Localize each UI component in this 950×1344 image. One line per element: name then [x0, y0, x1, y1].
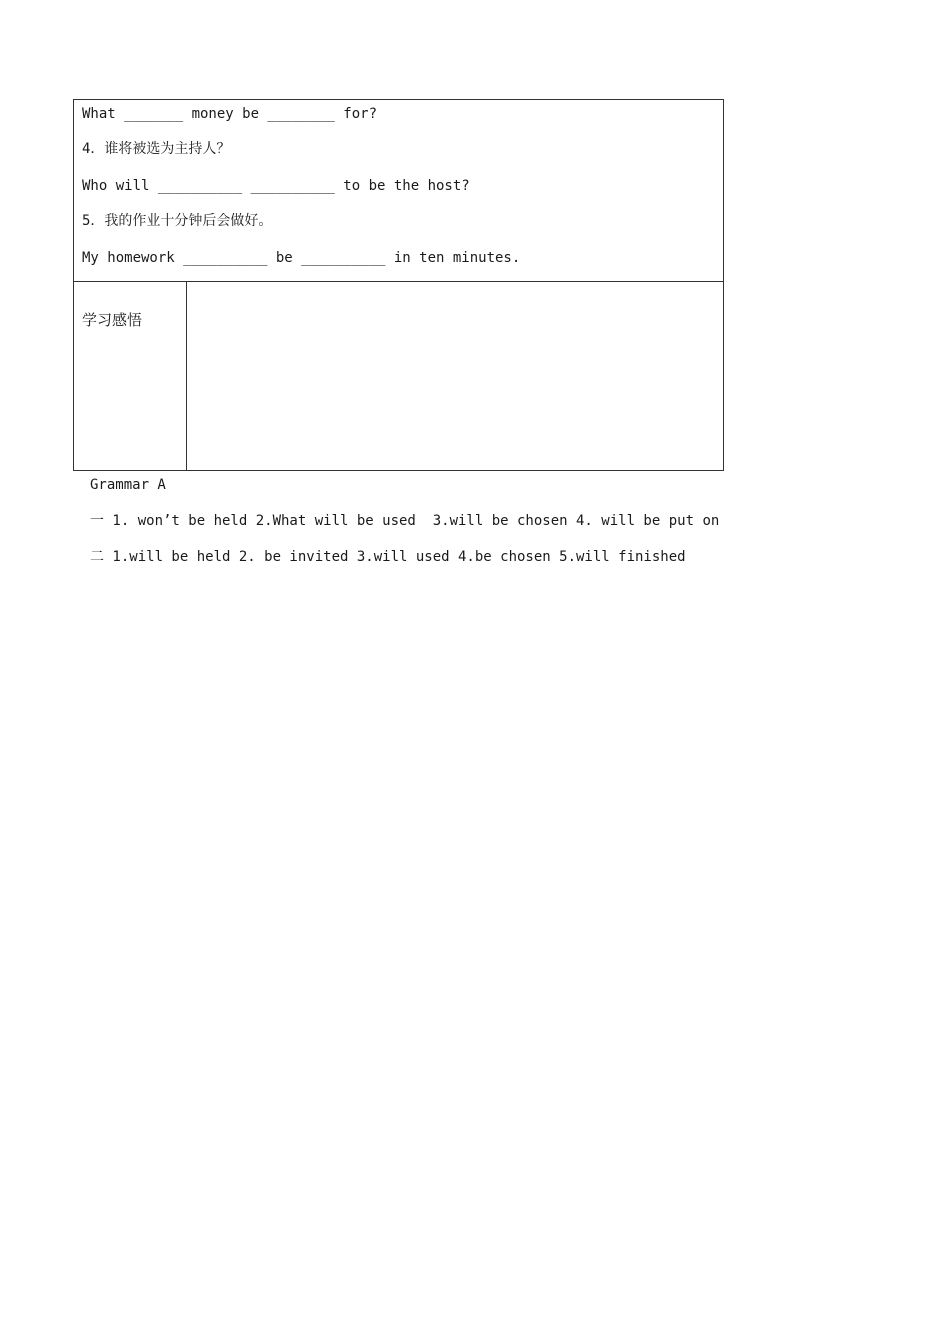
reflection-label-cell — [74, 282, 187, 470]
exercise-line-what-money: What _______ money be ________ for? — [82, 106, 378, 122]
answer-key-part-1: 一 1. won’t be held 2.What will be used 3.will be chosen 4. will be put on — [90, 513, 720, 529]
reflection-answer-cell — [187, 282, 723, 470]
reflection-row — [74, 282, 723, 470]
answer-key-heading: Grammar A — [90, 477, 166, 493]
reflection-label: 学习感悟 — [82, 311, 143, 329]
worksheet-table — [73, 99, 724, 471]
question-5-sentence: My homework __________ be __________ in ten minutes. — [82, 250, 521, 266]
translation-exercise-cell — [74, 100, 723, 282]
question-4-sentence: Who will __________ __________ to be the host? — [82, 178, 470, 194]
question-4-prompt: 4．谁将被选为主持人？ — [82, 141, 231, 157]
question-5-prompt: 5．我的作业十分钟后会做好。 — [82, 213, 273, 229]
answer-key-part-2: 二 1.will be held 2. be invited 3.will used 4.be chosen 5.will finished — [90, 549, 686, 565]
